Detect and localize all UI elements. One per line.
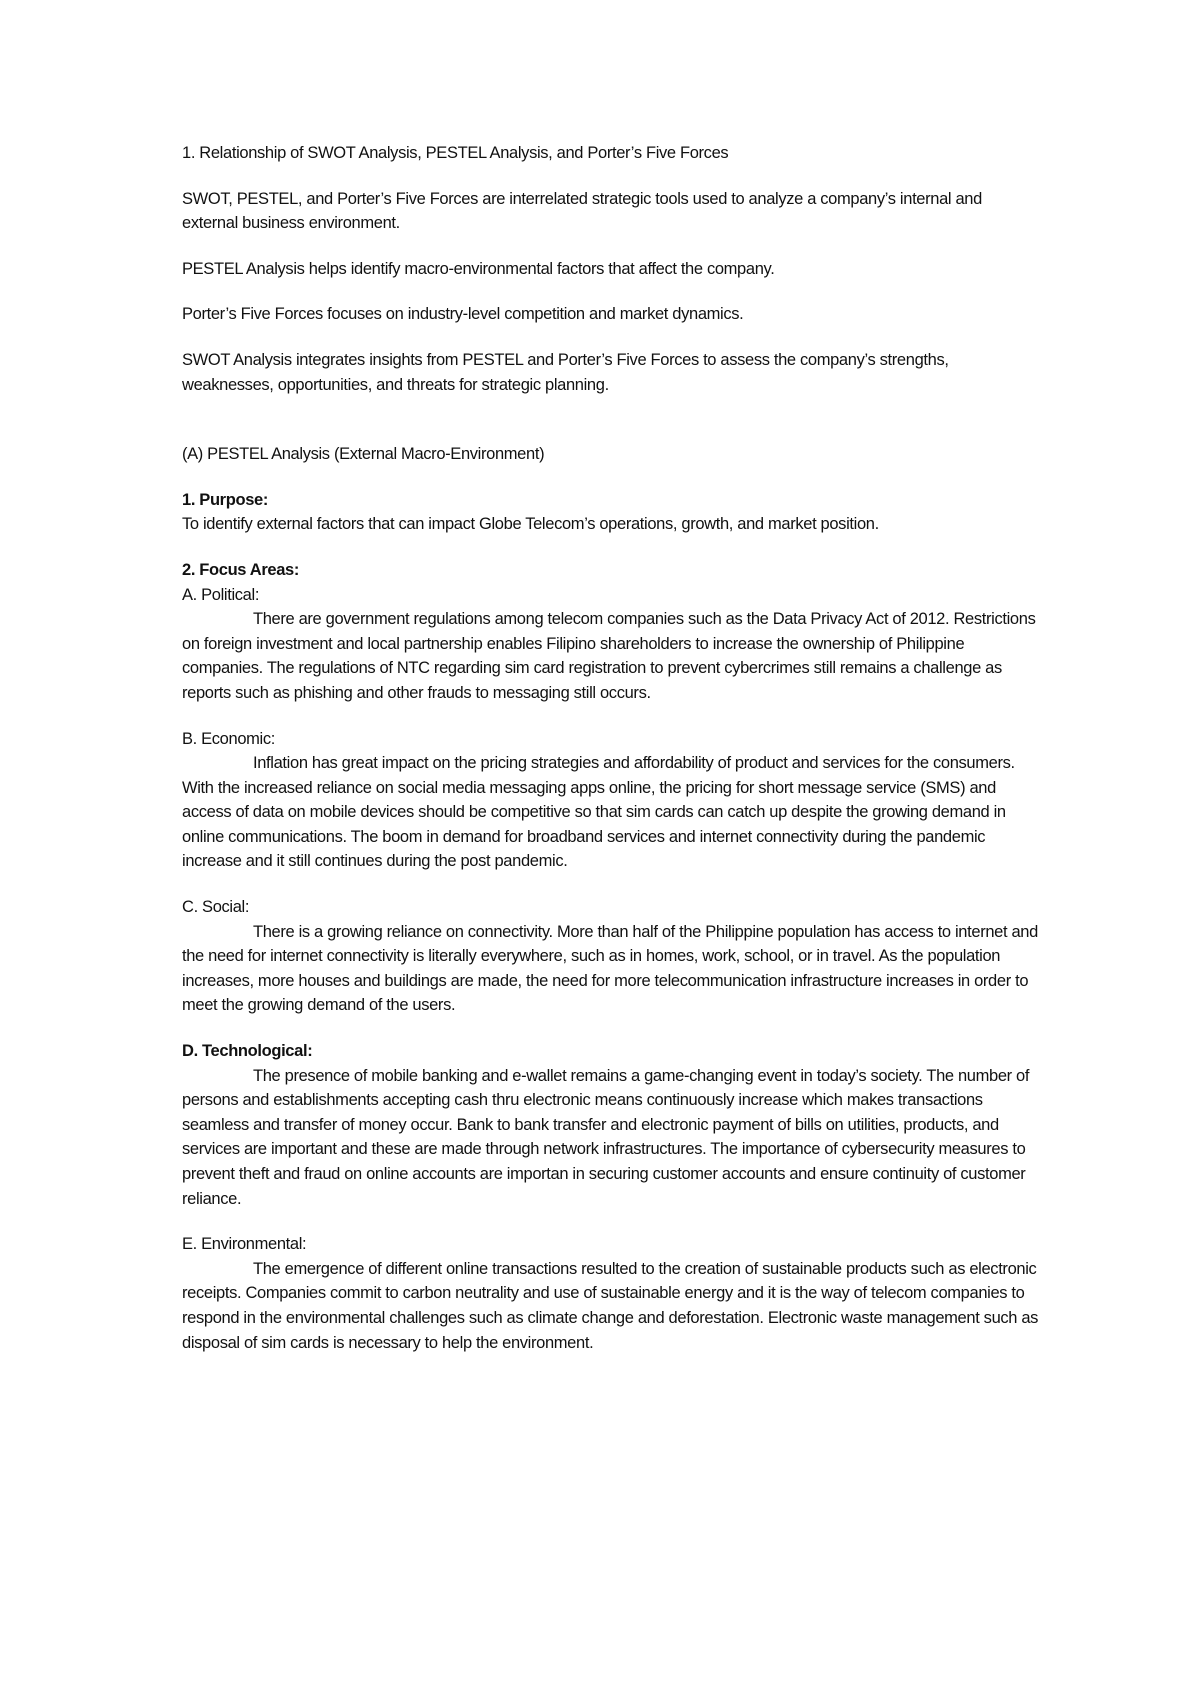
pestel-summary: PESTEL Analysis helps identify macro-environmental factors that affect the company.: [182, 259, 775, 278]
focus-areas-block: [182, 558, 1042, 1355]
intro-paragraph: SWOT, PESTEL, and Porter’s Five Forces are interrelated strategic tools used to analyze a company’s internal and external business environment.: [182, 189, 982, 233]
political-text: There are government regulations among telecom companies such as the Data Privacy Act of 2012. Restrictions on foreign investment and local partnership enables Filipino shareholders to increase the ownership of Philippine companies. The regulations of NTC regarding sim card registration to prevent cybercrimes still remains a challenge as reports such as phishing and other frauds to messaging still occurs.: [182, 610, 1036, 702]
technological-label: D. Technological:: [182, 1042, 313, 1061]
political-label: A. Political:: [182, 585, 260, 604]
economic-text: Inflation has great impact on the pricing strategies and affordability of product and services for the consumers. With the increased reliance on social media messaging apps online, the pricing for short message service (SMS) and access of data on mobile devices should be competitive so that sim cards can catch up despite the growing demand in online communications. The boom in demand for broadband services and internet connectivity during the pandemic increase and it still continues during the post pandemic.: [182, 754, 1015, 871]
social-label: C. Social:: [182, 898, 250, 917]
purpose-block: [182, 488, 1042, 537]
purpose-text: To identify external factors that can impact Globe Telecom’s operations, growth, and market position.: [182, 515, 879, 534]
section-a-title: (A) PESTEL Analysis (External Macro-Environment): [182, 445, 545, 464]
purpose-label: 1. Purpose:: [182, 490, 269, 509]
environmental-label: E. Environmental:: [182, 1235, 307, 1254]
swot-summary: SWOT Analysis integrates insights from PESTEL and Porter’s Five Forces to assess the company’s strengths, weaknesses, opportunities, and threats for strategic planning.: [182, 350, 949, 394]
document-body: [182, 141, 1042, 1355]
document-heading: 1. Relationship of SWOT Analysis, PESTEL Analysis, and Porter’s Five Forces: [182, 144, 729, 162]
focus-areas-label: 2. Focus Areas:: [182, 560, 300, 579]
technological-text: The presence of mobile banking and e-wallet remains a game-changing event in today’s society. The number of persons and establishments accepting cash thru electronic means continuously increase which makes transactions seamless and transfer of money occur. Bank to bank transfer and electronic payment of bills on utilities, products, and services are important and these are made through network infrastructures. The importance of cybersecurity measures to prevent theft and fraud on online accounts are importan in securing customer accounts and ensure continuity of customer reliance.: [182, 1066, 1030, 1208]
porter-summary: Porter’s Five Forces focuses on industry-level competition and market dynamics.: [182, 305, 744, 324]
environmental-text: The emergence of different online transactions resulted to the creation of sustainable products such as electronic receipts. Companies commit to carbon neutrality and use of sustainable energy and it is the way of telecom companies to respond in the environmental challenges such as climate change and deforestation. Electronic waste management such as disposal of sim cards is necessary to help the environment.: [182, 1259, 1039, 1352]
economic-label: B. Economic:: [182, 729, 276, 748]
social-text: There is a growing reliance on connectivity. More than half of the Philippine population has access to internet and the need for internet connectivity is literally everywhere, such as in homes, work, school, or in travel. As the population increases, more houses and buildings are made, the need for more telecommunication infrastructure increases in order to meet the growing demand of the users.: [182, 922, 1038, 1015]
